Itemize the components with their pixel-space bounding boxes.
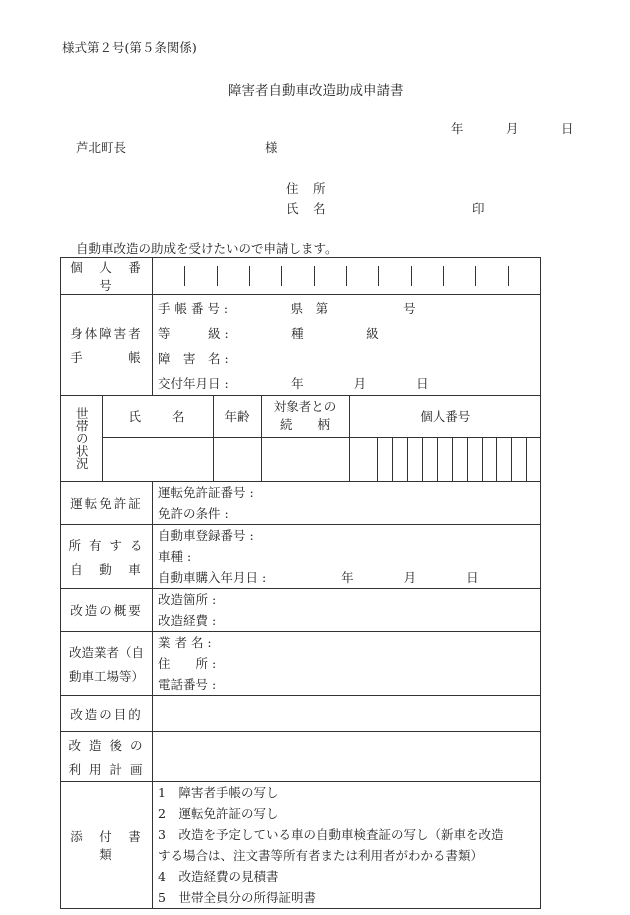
digit-box[interactable] — [475, 266, 507, 286]
contractor-label — [61, 632, 153, 696]
digit-box[interactable] — [184, 266, 216, 286]
digit-box[interactable] — [153, 266, 184, 286]
household-col-relation-line2: 続 柄 — [279, 417, 330, 433]
digit-box[interactable] — [443, 266, 475, 286]
overview-label: 改造の概要 — [61, 589, 153, 632]
application-form-table — [60, 257, 541, 909]
household-col-name: 氏 名 — [102, 396, 213, 437]
household-personal-number-cell[interactable] — [349, 437, 541, 481]
modification-cost-field[interactable]: 改造経費 : — [158, 613, 217, 628]
license-label: 運転免許証 — [61, 482, 153, 525]
digit-box[interactable] — [346, 266, 378, 286]
disability-book-row — [61, 295, 541, 396]
disability-name-field[interactable]: 障 害 名 : — [158, 351, 229, 366]
household-row — [61, 396, 541, 482]
applicant-name-label: 氏 名 — [286, 201, 327, 216]
contractor-phone-field[interactable]: 電話番号 : — [158, 677, 217, 692]
vehicle-label — [61, 525, 153, 589]
grade-field[interactable]: 等 級 : 種 級 — [158, 326, 379, 341]
disability-book-label-line1: 身体障害者 — [70, 326, 143, 341]
attachment-item: 1 障害者手帳の写し — [158, 785, 279, 800]
personal-number-boxes[interactable] — [153, 258, 541, 295]
digit-box[interactable] — [377, 438, 392, 481]
usage-plan-field[interactable] — [153, 732, 541, 782]
digit-box[interactable] — [378, 266, 410, 286]
digit-box[interactable] — [508, 266, 540, 286]
book-number-field[interactable]: 手 帳 番 号 : 県 第 号 — [158, 301, 416, 316]
usage-plan-label-line1: 改 造 後 の — [68, 737, 145, 753]
contractor-fields[interactable] — [153, 632, 541, 696]
license-fields[interactable] — [153, 482, 541, 525]
contractor-address-field[interactable]: 住 所 : — [158, 656, 217, 671]
overview-row — [61, 589, 541, 632]
household-relation-cell[interactable] — [261, 437, 349, 481]
vehicle-model-field[interactable]: 車種 : — [158, 549, 192, 564]
contractor-name-field[interactable]: 業 者 名 : — [158, 635, 212, 650]
attachment-item: 4 改造経費の見積書 — [158, 869, 279, 884]
digit-box[interactable] — [249, 266, 281, 286]
contractor-label-line1: 改造業者（自 — [68, 644, 144, 660]
digit-box[interactable] — [496, 438, 511, 481]
modification-location-field[interactable]: 改造箇所 : — [158, 592, 217, 607]
attachment-item: 5 世帯全員分の所得証明書 — [158, 890, 316, 905]
digit-box[interactable] — [281, 266, 313, 286]
purpose-label: 改造の目的 — [61, 696, 153, 732]
attachment-item: 2 運転免許証の写し — [158, 806, 279, 821]
household-table — [61, 396, 541, 481]
registration-number-field[interactable]: 自動車登録番号 : — [158, 528, 254, 543]
vehicle-row — [61, 525, 541, 589]
personal-number-row — [61, 258, 541, 295]
honorific: 様 — [265, 140, 278, 155]
household-col-personal-number: 個人番号 — [349, 396, 541, 437]
disability-book-label-line2: 手 帳 — [70, 350, 143, 365]
attachment-item: する場合は、注文書等所有者または利用者がわかる書類） — [158, 848, 484, 863]
usage-plan-label — [61, 732, 153, 782]
household-label: 世帯の状況 — [61, 396, 102, 481]
license-conditions-field[interactable]: 免許の条件 : — [158, 506, 229, 521]
household-col-relation — [261, 396, 349, 437]
digit-box[interactable] — [217, 266, 249, 286]
document-title: 障害者自動車改造助成申請書 — [228, 83, 404, 99]
attachments-list — [153, 782, 541, 909]
household-age-cell[interactable] — [213, 437, 261, 481]
issue-date-field[interactable]: 交付年月日 : 年 月 日 — [158, 376, 429, 391]
digit-box[interactable] — [452, 438, 467, 481]
date-day-label: 日 — [561, 121, 574, 136]
applicant-address-label: 住 所 — [286, 181, 327, 196]
digit-box[interactable] — [467, 438, 482, 481]
digit-box[interactable] — [526, 438, 541, 481]
digit-box[interactable] — [392, 438, 407, 481]
date-year-label: 年 — [451, 121, 464, 136]
attachments-label: 添 付 書 類 — [61, 782, 153, 909]
seal-mark: 印 — [472, 201, 485, 216]
license-row — [61, 482, 541, 525]
digit-box[interactable] — [364, 438, 378, 481]
date-month-label: 月 — [506, 121, 519, 136]
addressee: 芦北町長 — [76, 140, 127, 155]
personal-number-label: 個 人 番 号 — [61, 258, 153, 295]
digit-box[interactable] — [314, 266, 346, 286]
usage-plan-label-line2: 利 用 計 画 — [68, 761, 145, 777]
digit-box[interactable] — [437, 438, 452, 481]
digit-box[interactable] — [511, 438, 526, 481]
vehicle-label-line2: 自 動 車 — [70, 561, 143, 577]
purchase-date-field[interactable]: 自動車購入年月日 : 年 月 日 — [158, 570, 479, 585]
vehicle-fields[interactable] — [153, 525, 541, 589]
application-statement: 自動車改造の助成を受けたいので申請します。 — [76, 241, 338, 256]
digit-box[interactable] — [482, 438, 497, 481]
purpose-row — [61, 696, 541, 732]
attachments-row — [61, 782, 541, 909]
purpose-field[interactable] — [153, 696, 541, 732]
form-number: 様式第２号(第５条関係) — [62, 40, 197, 55]
household-col-relation-line1: 対象者との — [273, 399, 337, 415]
digit-box[interactable] — [411, 266, 443, 286]
household-name-cell[interactable] — [102, 437, 213, 481]
digit-box[interactable] — [407, 438, 422, 481]
license-number-field[interactable]: 運転免許証番号 : — [158, 485, 254, 500]
disability-book-label — [61, 295, 153, 396]
vehicle-label-line1: 所 有 す る — [68, 537, 145, 553]
contractor-row — [61, 632, 541, 696]
usage-plan-row — [61, 732, 541, 782]
digit-box[interactable] — [422, 438, 437, 481]
contractor-label-line2: 動車工場等） — [68, 668, 144, 684]
overview-fields[interactable] — [153, 589, 541, 632]
attachment-item: 3 改造を予定している車の自動車検査証の写し（新車を改造 — [158, 827, 504, 842]
disability-book-fields[interactable] — [153, 295, 541, 396]
household-col-age: 年齢 — [213, 396, 261, 437]
